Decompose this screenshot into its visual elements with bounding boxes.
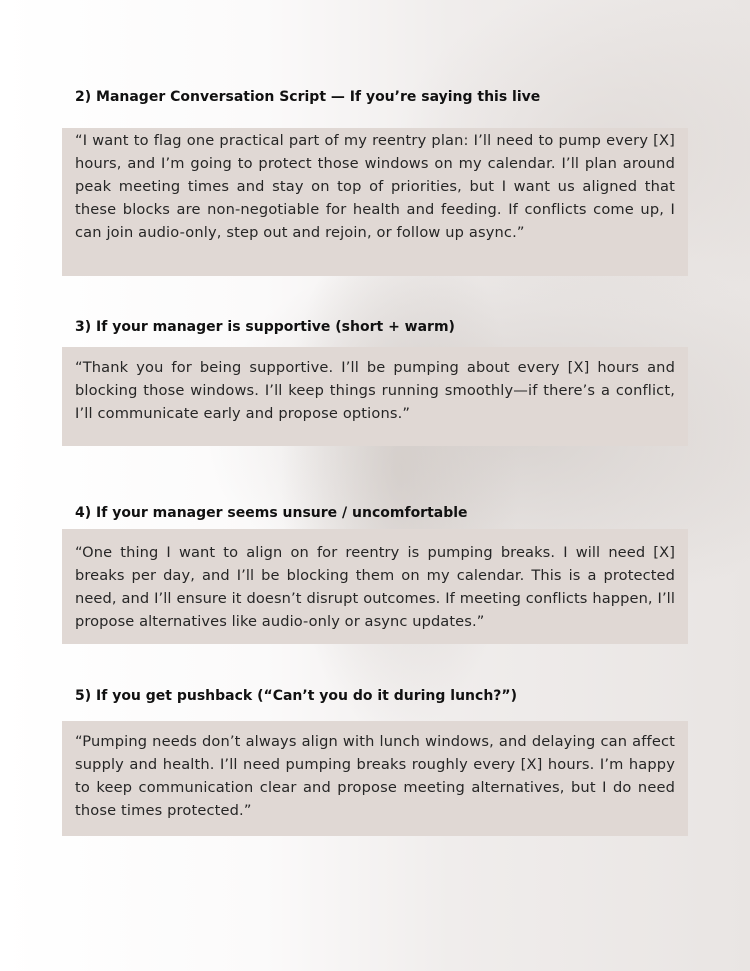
script-text: “I want to flag one practical part of my reentry plan: I’ll need to pump every [X] hours, and I’m going to protect those windows on my calendar. I’ll plan around peak meeting times and stay on top of priorities, but I want us aligned that these blocks are non-negotiable for health and feeding. If conflicts come up, I can join audio-only, step out and rejoin, or follow up async.” — [75, 132, 675, 241]
script-box-manager-live — [62, 128, 688, 276]
script-text: “Thank you for being supportive. I’ll be pumping about every [X] hours and blocking those windows. I’ll keep things running smoothly—if there’s a conflict, I’ll communicate early and propose options.” — [75, 359, 675, 422]
section-heading-manager-script: 2) Manager Conversation Script — If you’re saying this live — [75, 89, 541, 105]
script-text: “Pumping needs don’t always align with lunch windows, and delaying can affect supply and health. I’ll need pumping breaks roughly every [X] hours. I’m happy to keep communication clear and propose meeting alternatives, but I do need those times protected.” — [75, 733, 675, 819]
script-box-pushback — [62, 721, 688, 836]
section-heading-unsure: 4) If your manager seems unsure / uncomfortable — [75, 505, 468, 521]
section-heading-supportive: 3) If your manager is supportive (short + warm) — [75, 319, 455, 335]
script-text: “One thing I want to align on for reentry is pumping breaks. I will need [X] breaks per day, and I’ll be blocking them on my calendar. This is a protected need, and I’ll ensure it doesn’t disrupt outcomes. If meeting conflicts happen, I’ll propose alternatives like audio-only or async updates.” — [75, 544, 675, 630]
script-box-unsure — [62, 529, 688, 644]
script-box-supportive — [62, 347, 688, 446]
section-heading-pushback: 5) If you get pushback (“Can’t you do it during lunch?”) — [75, 688, 518, 704]
